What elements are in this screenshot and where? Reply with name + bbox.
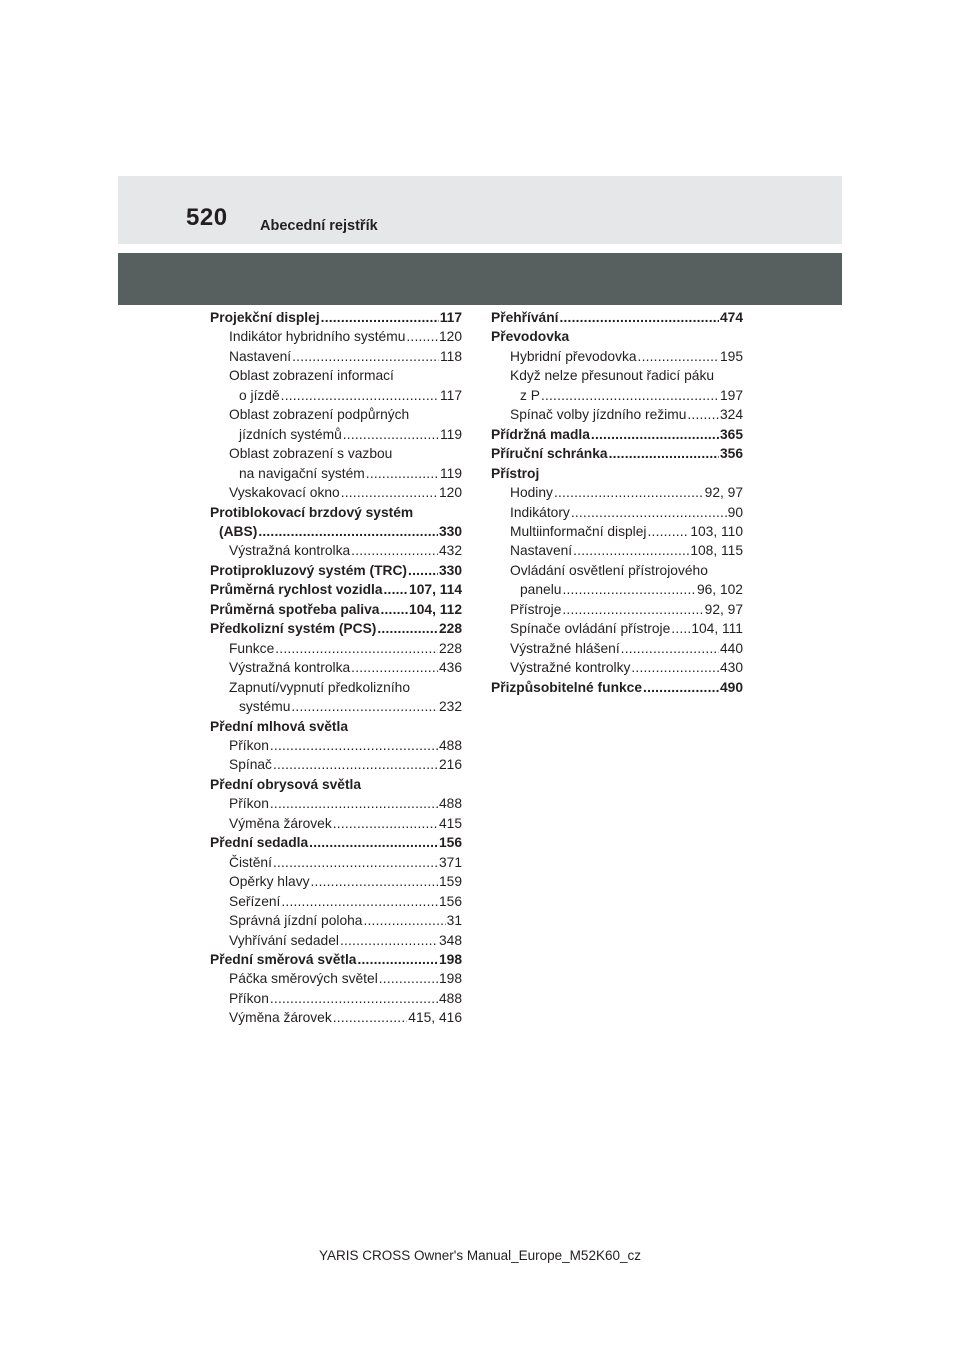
leader-dots (559, 308, 718, 327)
leader-dots (384, 580, 409, 599)
page-reference: 195 (719, 348, 743, 364)
page-reference: 228 (438, 621, 462, 637)
page-reference: 104, 112 (409, 601, 462, 617)
index-entry (210, 775, 462, 794)
leader-dots (366, 464, 439, 483)
page-reference: 31 (446, 913, 462, 929)
leader-dots (270, 794, 438, 813)
index-subentry (210, 678, 462, 697)
index-term: Vyhřívání sedadel (229, 932, 339, 948)
page-reference: 104, 111 (691, 621, 743, 637)
leader-dots (609, 444, 719, 463)
index-entry (210, 522, 462, 541)
page-reference: 90 (727, 504, 743, 520)
index-subentry (210, 658, 462, 677)
index-term: Přední obrysová světla (210, 776, 362, 792)
leader-dots (270, 736, 438, 755)
index-subentry (210, 814, 462, 833)
index-term: Nastavení (510, 543, 573, 559)
leader-dots (379, 969, 438, 988)
index-entry (210, 950, 462, 969)
index-term: Předkolizní systém (PCS) (210, 621, 377, 637)
page-reference: 228 (438, 640, 462, 656)
leader-dots (562, 600, 703, 619)
index-term: Funkce (229, 640, 275, 656)
index-term: Průměrná rychlost vozidla (210, 582, 383, 598)
index-column-left (210, 308, 462, 1028)
index-term: (ABS) (219, 523, 258, 539)
leader-dots (273, 755, 438, 774)
index-term: Hybridní převodovka (510, 348, 637, 364)
index-subentry (491, 483, 743, 502)
index-term: Páčka směrových světel (229, 971, 378, 987)
index-entry (210, 717, 462, 736)
index-term: Výstražná kontrolka (229, 660, 351, 676)
index-subentry (210, 736, 462, 755)
index-term: Příkon (229, 990, 269, 1006)
page-reference: 108, 115 (690, 543, 743, 559)
page-reference: 159 (438, 874, 462, 890)
index-subentry (210, 366, 462, 385)
index-subentry (210, 405, 462, 424)
index-subentry (210, 639, 462, 658)
leader-dots (571, 503, 727, 522)
index-subentry (491, 347, 743, 366)
page-reference: 356 (719, 446, 743, 462)
index-term: Přehřívání (491, 310, 559, 325)
index-term: Přední mlhová světla (210, 718, 349, 734)
index-subentry (210, 794, 462, 813)
index-term: Správná jízdní poloha (229, 913, 363, 929)
index-subentry (210, 755, 462, 774)
leader-dots (273, 853, 438, 872)
index-term: Oblast zobrazení podpůrných (229, 407, 410, 423)
page-reference: 120 (438, 485, 462, 501)
leader-dots (333, 814, 438, 833)
leader-dots (671, 619, 690, 638)
index-entry (210, 833, 462, 852)
index-term: Vyskakovací okno (229, 485, 340, 501)
index-entry (491, 425, 743, 444)
index-term: Výstražné hlášení (510, 640, 620, 656)
page-reference: 119 (440, 465, 462, 481)
index-subentry (210, 483, 462, 502)
leader-dots (281, 892, 438, 911)
index-term: Indikátory (510, 504, 570, 520)
page-reference: 348 (438, 932, 462, 948)
page-reference: 198 (438, 951, 462, 967)
index-term: Protiblokovací brzdový systém (210, 504, 414, 520)
index-entry (210, 619, 462, 638)
index-term: Spínač volby jízdního režimu (510, 407, 687, 423)
index-subentry (210, 931, 462, 950)
page-reference: 232 (438, 699, 462, 715)
leader-dots (258, 522, 438, 541)
index-term: Přední směrová světla (210, 951, 357, 967)
index-subentry (210, 872, 462, 891)
page-reference: 156 (438, 893, 462, 909)
index-term: Spínač (229, 757, 272, 773)
index-term: Přídržná madla (491, 426, 590, 442)
page-reference: 440 (719, 640, 743, 656)
index-subentry (491, 639, 743, 658)
leader-dots (380, 600, 408, 619)
index-column-right (491, 308, 743, 697)
index-subentry (210, 989, 462, 1008)
section-tab-band (118, 253, 842, 305)
page-reference: 198 (438, 971, 462, 987)
index-term: Ovládání osvětlení přístrojového (510, 562, 708, 578)
page-reference: 330 (438, 562, 462, 578)
page-reference: 371 (438, 854, 462, 870)
index-term: Čistění (229, 854, 272, 870)
index-subentry (210, 464, 462, 483)
index-term: Výstražná kontrolka (229, 543, 351, 559)
index-entry (491, 678, 743, 697)
index-subentry (491, 405, 743, 424)
page-reference: 117 (440, 387, 462, 403)
leader-dots (363, 911, 445, 930)
page-reference: 488 (438, 796, 462, 812)
section-title: Abecední rejstřík (260, 218, 378, 234)
leader-dots (562, 580, 696, 599)
page-reference: 415 (438, 815, 462, 831)
index-term: Příkon (229, 737, 269, 753)
index-term: z P (520, 387, 540, 403)
index-subentry (210, 969, 462, 988)
page-reference: 92, 97 (704, 601, 743, 617)
page-reference: 119 (440, 426, 462, 442)
index-subentry (491, 600, 743, 619)
leader-dots (333, 1008, 408, 1027)
index-term: Opěrky hlavy (229, 874, 310, 890)
index-term: jízdních systémů (239, 426, 342, 442)
page-reference: 488 (438, 737, 462, 753)
page-reference: 117 (439, 310, 462, 325)
index-subentry (491, 619, 743, 638)
leader-dots (357, 950, 437, 969)
index-term: Příkon (229, 796, 269, 812)
page-number: 520 (186, 204, 228, 231)
page-reference: 432 (438, 543, 462, 559)
index-term: na navigační systém (239, 465, 365, 481)
leader-dots (687, 405, 719, 424)
index-subentry (491, 658, 743, 677)
leader-dots (275, 639, 438, 658)
index-subentry (491, 580, 743, 599)
index-subentry (210, 327, 462, 346)
index-term: Multiinformační displej (510, 523, 647, 539)
leader-dots (377, 619, 438, 638)
leader-dots (292, 347, 439, 366)
index-term: Příruční schránka (491, 446, 608, 462)
page-reference: 92, 97 (704, 485, 743, 501)
leader-dots (648, 522, 690, 541)
index-entry (210, 561, 462, 580)
index-subentry (210, 386, 462, 405)
leader-dots (270, 989, 438, 1008)
index-term: Výměna žárovek (229, 1010, 332, 1026)
index-subentry (210, 853, 462, 872)
index-term: Projekční displej (210, 310, 320, 325)
index-term: Výstražné kontrolky (510, 660, 631, 676)
page-reference: 120 (438, 329, 462, 345)
page-reference: 107, 114 (409, 582, 462, 598)
leader-dots (554, 483, 704, 502)
page-reference: 430 (719, 660, 743, 676)
index-term: Indikátor hybridního systému (229, 329, 406, 345)
index-subentry (210, 425, 462, 444)
index-subentry (210, 911, 462, 930)
leader-dots (406, 327, 438, 346)
page-reference: 216 (438, 757, 462, 773)
index-term: Protiprokluzový systém (TRC) (210, 562, 408, 578)
index-subentry (491, 541, 743, 560)
leader-dots (343, 425, 439, 444)
footer-document-id: YARIS CROSS Owner's Manual_Europe_M52K60_cz (319, 1248, 641, 1263)
leader-dots (631, 658, 719, 677)
index-subentry (491, 561, 743, 580)
page-reference: 474 (719, 310, 743, 325)
leader-dots (351, 658, 438, 677)
leader-dots (321, 308, 439, 327)
page-reference: 330 (438, 523, 462, 539)
index-term: Průměrná spotřeba paliva (210, 601, 380, 617)
index-term: Oblast zobrazení s vazbou (229, 446, 393, 462)
index-subentry (491, 386, 743, 405)
page-reference: 365 (719, 426, 743, 442)
index-subentry (210, 541, 462, 560)
index-term: o jízdě (239, 387, 280, 403)
page-reference: 415, 416 (408, 1010, 462, 1026)
leader-dots (309, 833, 438, 852)
index-subentry (210, 444, 462, 463)
index-term: panelu (520, 582, 562, 598)
index-term: Když nelze přesunout řadicí páku (510, 368, 715, 384)
index-subentry (491, 366, 743, 385)
index-entry (491, 444, 743, 463)
index-entry (210, 580, 462, 599)
index-term: systému (239, 699, 291, 715)
leader-dots (621, 639, 719, 658)
leader-dots (281, 386, 439, 405)
page-reference: 118 (440, 348, 462, 364)
index-term: Oblast zobrazení informací (229, 368, 394, 384)
index-entry (491, 327, 743, 346)
index-term: Seřízení (229, 893, 281, 909)
index-term: Přístroj (491, 465, 540, 481)
index-term: Výměna žárovek (229, 815, 332, 831)
page-reference: 96, 102 (696, 582, 743, 598)
index-term: Hodiny (510, 485, 553, 501)
leader-dots (408, 561, 438, 580)
index-term: Přední sedadla (210, 835, 309, 851)
leader-dots (638, 347, 719, 366)
page-reference: 324 (719, 407, 743, 423)
page-reference: 488 (438, 990, 462, 1006)
index-term: Zapnutí/vypnutí předkolizního (229, 679, 411, 695)
index-entry (210, 600, 462, 619)
page-reference: 436 (438, 660, 462, 676)
leader-dots (351, 541, 438, 560)
index-entry (210, 503, 462, 522)
leader-dots (311, 872, 438, 891)
index-subentry (210, 697, 462, 716)
index-term: Převodovka (491, 329, 570, 345)
leader-dots (643, 678, 719, 697)
leader-dots (573, 541, 689, 560)
leader-dots (541, 386, 719, 405)
index-subentry (210, 1008, 462, 1027)
leader-dots (591, 425, 719, 444)
index-term: Přizpůsobitelné funkce (491, 679, 643, 695)
page-reference: 103, 110 (690, 523, 743, 539)
index-entry (491, 464, 743, 483)
page-reference: 156 (438, 835, 462, 851)
index-term: Spínače ovládání přístroje (510, 621, 671, 637)
index-subentry (210, 892, 462, 911)
leader-dots (340, 931, 438, 950)
index-entry (210, 308, 462, 327)
page-reference: 197 (719, 387, 743, 403)
index-subentry (210, 347, 462, 366)
index-term: Nastavení (229, 348, 292, 364)
leader-dots (291, 697, 438, 716)
leader-dots (341, 483, 438, 502)
page-reference: 490 (719, 679, 743, 695)
index-subentry (491, 522, 743, 541)
index-entry (491, 308, 743, 327)
index-term: Přístroje (510, 601, 562, 617)
index-subentry (491, 503, 743, 522)
